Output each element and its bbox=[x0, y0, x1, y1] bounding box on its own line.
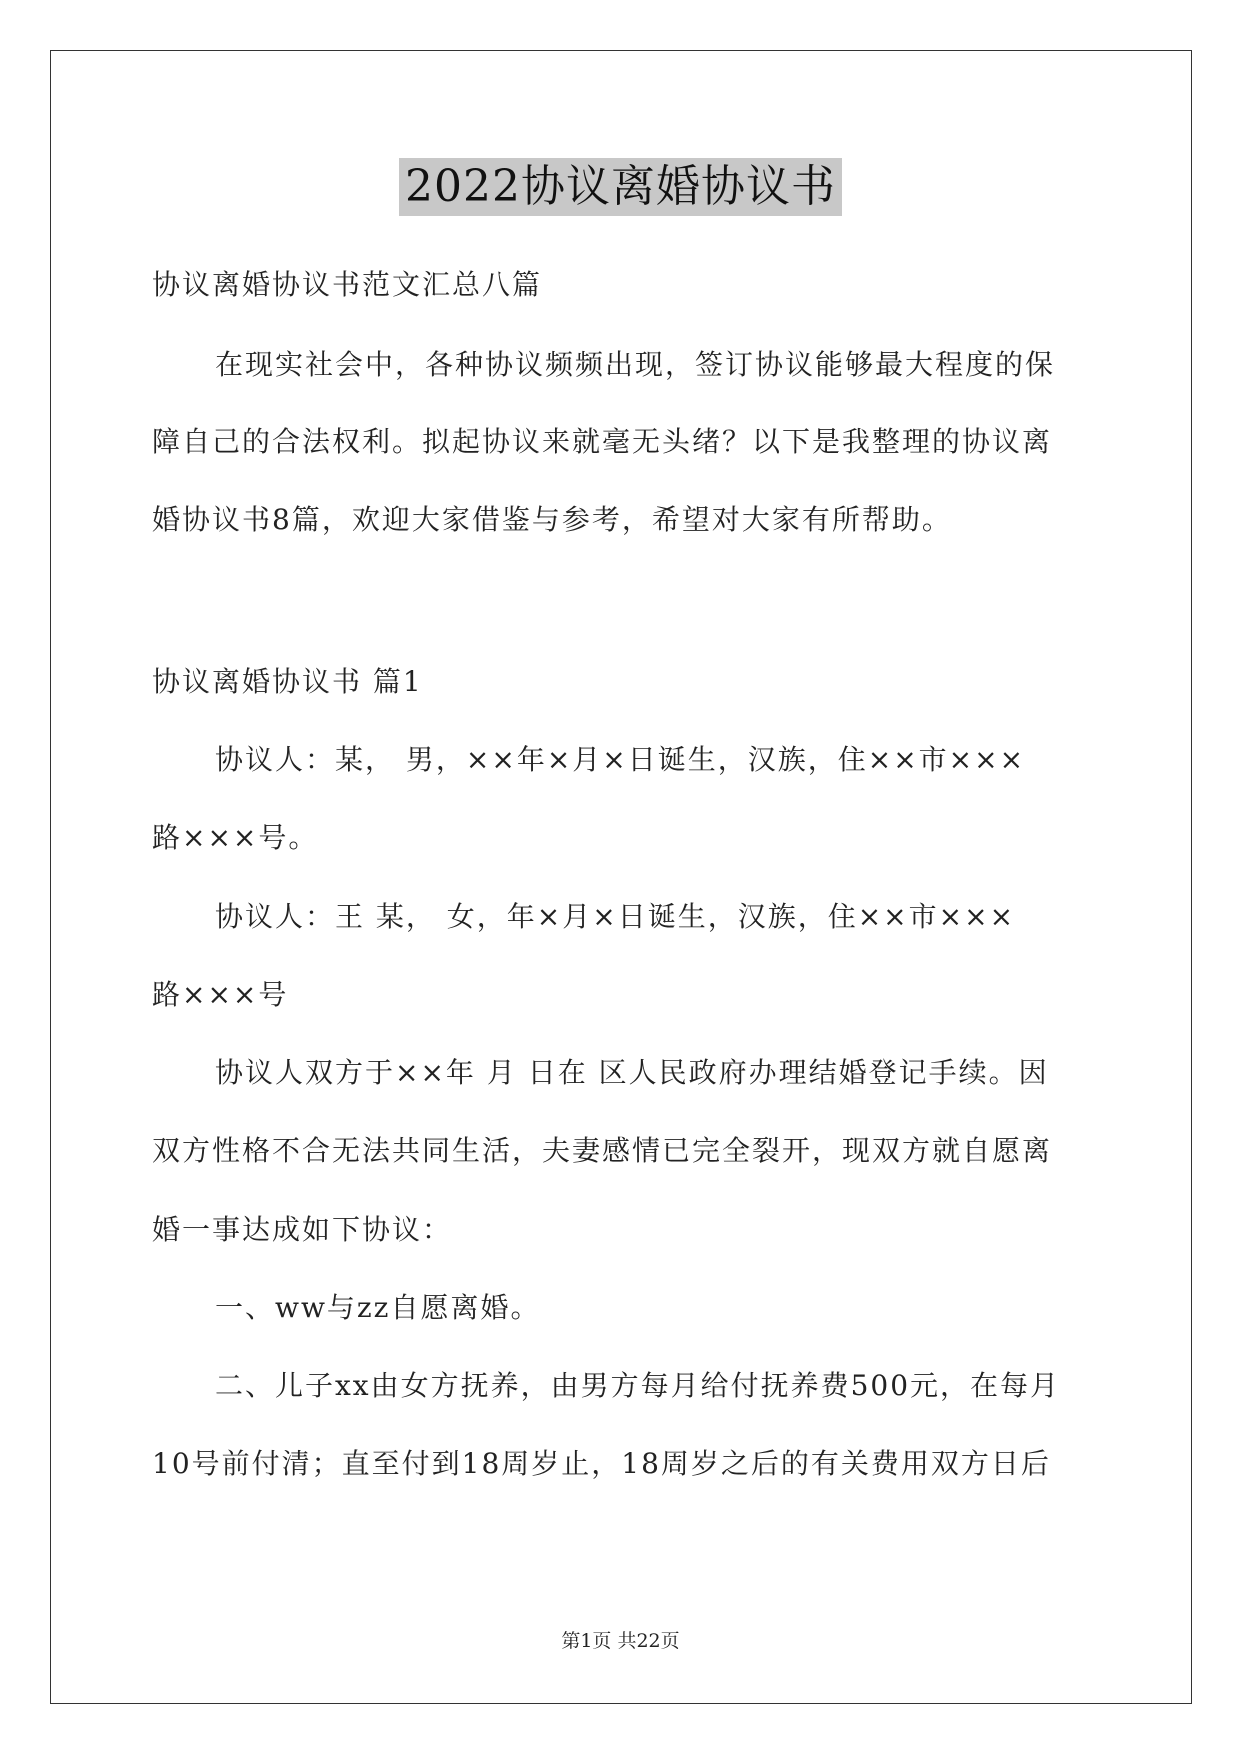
paragraph-line: 在现实社会中，各种协议频频出现，签订协议能够最大程度的保 bbox=[215, 348, 1056, 381]
paragraph-line: 10号前付清；直至付到18周岁止，18周岁之后的有关费用双方日后 bbox=[152, 1447, 1051, 1480]
paragraph-line: 障自己的合法权利。拟起协议来就毫无头绪？以下是我整理的协议离 bbox=[152, 425, 1053, 458]
title-container bbox=[0, 158, 1241, 216]
paragraph-line: 双方性格不合无法共同生活，夫妻感情已完全裂开，现双方就自愿离 bbox=[152, 1134, 1053, 1167]
paragraph-line: 婚协议书8篇，欢迎大家借鉴与参考，希望对大家有所帮助。 bbox=[152, 503, 952, 536]
section-heading: 协议离婚协议书 篇1 bbox=[152, 665, 423, 698]
paragraph-line: 一、ww与zz自愿离婚。 bbox=[215, 1291, 541, 1324]
subtitle-line: 协议离婚协议书范文汇总八篇 bbox=[152, 268, 543, 301]
paragraph-line: 婚一事达成如下协议： bbox=[152, 1213, 453, 1246]
paragraph-line: 协议人：王 某， 女，年×月×日诞生，汉族，住××市××× bbox=[215, 900, 1016, 933]
paragraph-line: 二、儿子xx由女方抚养，由男方每月给付抚养费500元，在每月 bbox=[215, 1369, 1061, 1402]
page-footer: 第1页 共22页 bbox=[561, 1630, 680, 1652]
paragraph-line: 协议人双方于××年 月 日在 区人民政府办理结婚登记手续。因 bbox=[215, 1056, 1049, 1089]
document-title: 2022协议离婚协议书 bbox=[399, 158, 842, 216]
paragraph-line: 协议人：某， 男，××年×月×日诞生，汉族，住××市××× bbox=[215, 743, 1026, 776]
paragraph-line: 路×××号 bbox=[152, 978, 289, 1011]
paragraph-line: 路×××号。 bbox=[152, 821, 319, 854]
